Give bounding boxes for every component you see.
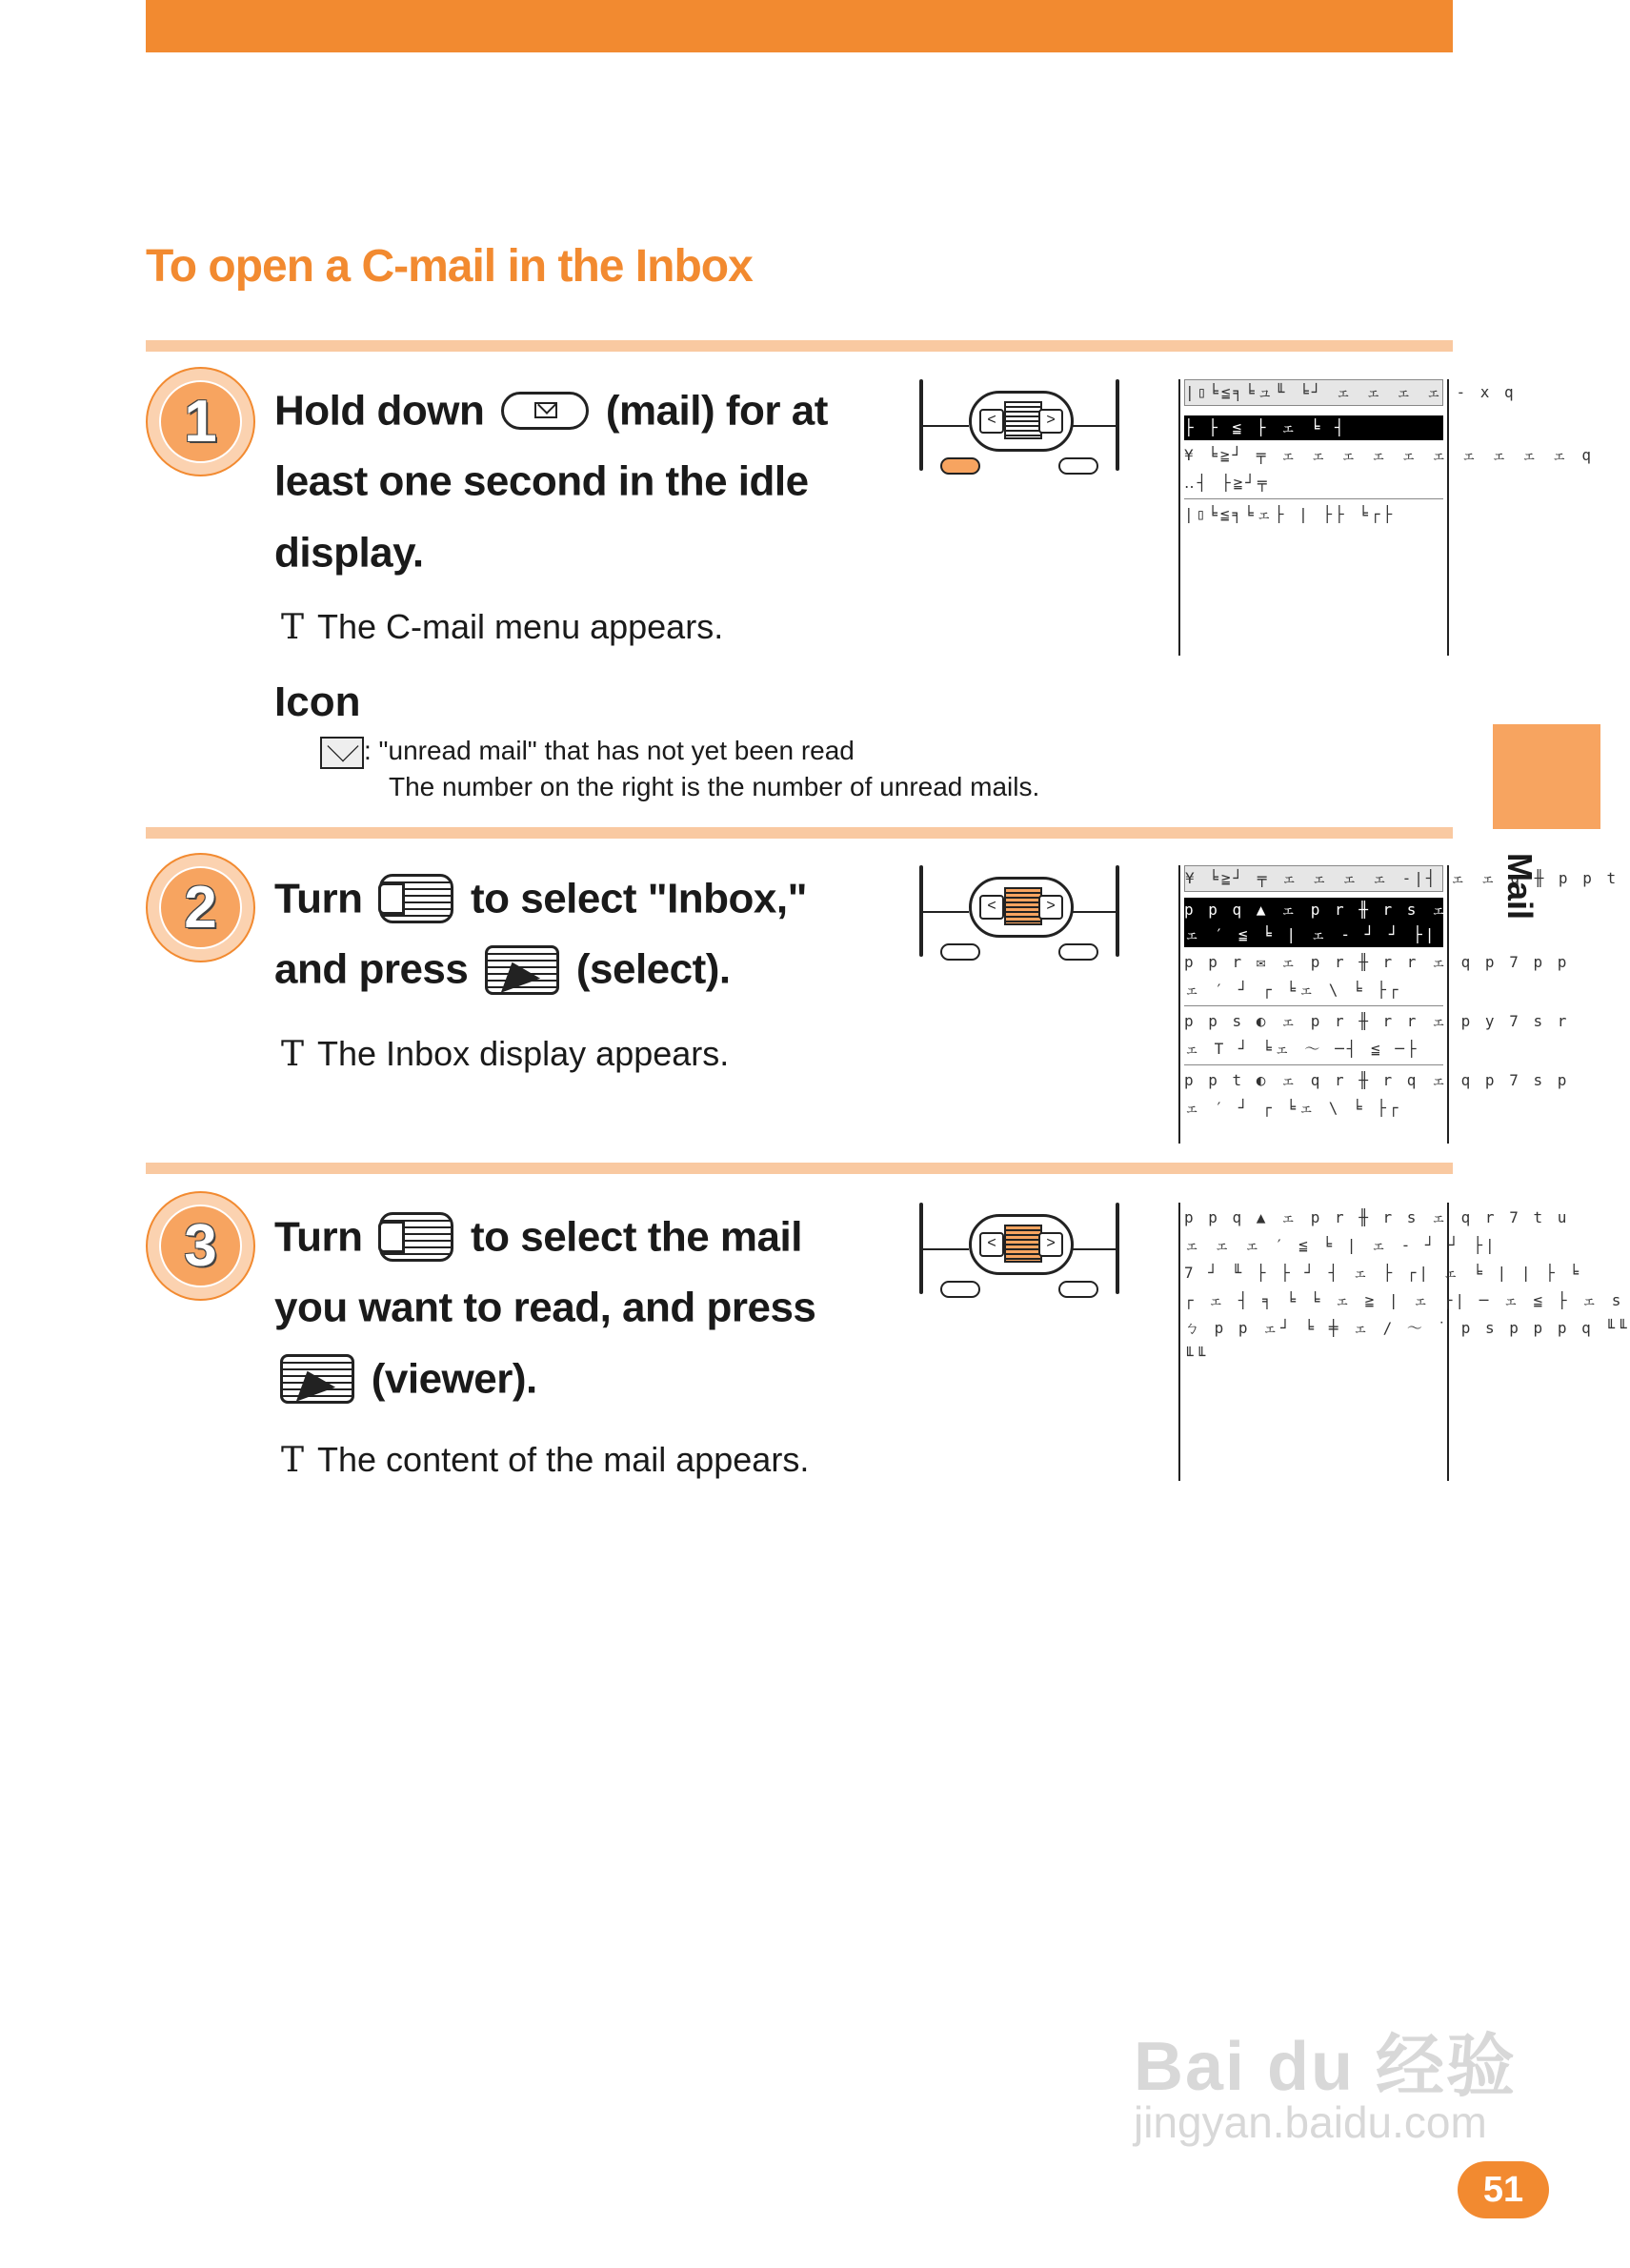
step-3-instruction xyxy=(274,1201,884,1413)
keypad-diagram-3 xyxy=(919,1203,1119,1307)
e-key xyxy=(1058,1281,1098,1298)
mail-item-line1: p p s ◐ ェ p r ╫ r r ェ p y 7 s r xyxy=(1184,1012,1570,1030)
top-color-bar xyxy=(146,0,1453,52)
keypad-diagram-2 xyxy=(919,865,1119,970)
select-key-icon xyxy=(485,945,559,995)
screen-row: 7 ┘ ╙ ├ ├ ┘ ┤ ェ ├ ┌| ェ ╘ | | ├ ╘ xyxy=(1184,1264,1581,1282)
icon-description xyxy=(320,734,855,769)
step-number-badge xyxy=(146,367,255,476)
keypad-diagram-1 xyxy=(919,379,1119,484)
baidu-watermark-url: jingyan.baidu.com xyxy=(1134,2097,1487,2147)
mail-item-line1: p p q ▲ ェ p r ╫ r s ェ q r 7 t u xyxy=(1184,898,1443,922)
screen-header: |▯╘≦╕╘ュ╙ ╘┘ ェ ェ ェ ェ - x q xyxy=(1184,379,1443,406)
screen-row: |▯╘≦╕╘ェ├ | ├├ ╘┌├ xyxy=(1184,505,1396,523)
mail-key-highlight xyxy=(940,457,980,475)
right-arrow-icon: > xyxy=(1038,1232,1063,1257)
chapter-side-tab xyxy=(1493,724,1600,829)
page-number: 51 xyxy=(1458,2161,1549,2218)
result-text: The C-mail menu appears. xyxy=(317,607,724,646)
wheel-icon xyxy=(1004,401,1042,439)
bullet-marker: T xyxy=(281,1441,305,1480)
screen-selected-row: ├ ├ ≦ ├ ェ ╘ ┤ xyxy=(1184,415,1443,440)
step-3-result xyxy=(281,1439,809,1482)
nav-key xyxy=(969,1214,1074,1275)
left-arrow-icon: < xyxy=(979,1232,1004,1257)
instruction-text: to select the mail you want to read, and press xyxy=(274,1213,816,1331)
instruction-text: (select). xyxy=(575,945,731,993)
chapter-label: Mail xyxy=(1500,853,1539,921)
nav-key xyxy=(969,877,1074,938)
step-divider xyxy=(146,340,1453,352)
step-number: 2 xyxy=(159,866,242,949)
instruction-text: to select "Inbox," and press xyxy=(274,875,807,993)
right-arrow-icon: > xyxy=(1038,409,1063,434)
screen-selected-item xyxy=(1184,898,1570,947)
phone-screen-3 xyxy=(1178,1203,1630,1481)
mail-item-line2: ェ ′ ≦ ╘ | ェ - ┘ ┘ ├| xyxy=(1184,922,1443,947)
bullet-marker: T xyxy=(281,1035,305,1074)
result-text: The content of the mail appears. xyxy=(317,1440,810,1479)
left-arrow-icon: < xyxy=(979,409,1004,434)
mail-key xyxy=(940,943,980,961)
wheel-highlight-icon xyxy=(1004,1225,1042,1263)
instruction-text: (mail) for at least one second in the idle display. xyxy=(274,387,828,577)
icon-heading: Icon xyxy=(274,678,361,725)
e-key xyxy=(1058,457,1098,475)
icon-desc-line2: The number on the right is the number of unread mails. xyxy=(389,772,1040,801)
step-1-result xyxy=(281,606,723,649)
icon-desc-line1: : "unread mail" that has not yet been read xyxy=(364,736,855,765)
screen-row: ¥ ╘≧┘ ╤ ェ ェ ェ ェ ェ ェ ェ ェ ェ ェ q xyxy=(1184,446,1595,464)
bullet-marker: T xyxy=(281,608,305,647)
step-divider xyxy=(146,827,1453,839)
result-text: The Inbox display appears. xyxy=(317,1034,730,1073)
instruction-text: (viewer). xyxy=(371,1355,537,1403)
instruction-text: Hold down xyxy=(274,387,485,435)
mail-item-line2: ェ ′ ┘ ┌ ╘ェ \ ╘ ├┌ xyxy=(1184,1099,1401,1117)
instruction-text: Turn xyxy=(274,875,363,922)
section-title: To open a C-mail in the Inbox xyxy=(146,241,753,292)
right-arrow-icon: > xyxy=(1038,895,1063,920)
screen-row: ┌ ェ ┤ ╕ ╘ ╘ ェ ≧ | ェ ┌| ─ ェ ≦ ├ ェ s xyxy=(1184,1291,1624,1309)
phone-screen-1 xyxy=(1178,379,1595,656)
mail-item-line1: p p t ◐ ェ q r ╫ r q ェ q p 7 s p xyxy=(1184,1071,1570,1089)
baidu-watermark: Bai du 经验 xyxy=(1134,2029,1518,2105)
step-1-instruction xyxy=(274,375,884,587)
nav-key xyxy=(969,391,1074,452)
mail-item-line1: p p r ✉ ェ p r ╫ r r ェ q p 7 p p xyxy=(1184,953,1570,971)
e-key xyxy=(1058,943,1098,961)
instruction-text: Turn xyxy=(274,1213,363,1261)
screen-header: ¥ ╘≧┘ ╤ ェ ェ ェ ェ -|┤ ェ ェ q ╫ p p t xyxy=(1184,865,1443,892)
screen-row: ェ ェ ェ ′ ≦ ╘ | ェ - ┘ ┘ ├| xyxy=(1184,1236,1498,1254)
step-number-badge xyxy=(146,1191,255,1301)
mail-key xyxy=(940,1281,980,1298)
mail-key-icon xyxy=(501,392,589,430)
wheel-icon xyxy=(379,1212,453,1262)
wheel-icon xyxy=(379,874,453,923)
step-2-result xyxy=(281,1033,729,1076)
mail-item-line2: ェ ′ ┘ ┌ ╘ェ \ ╘ ├┌ xyxy=(1184,981,1401,999)
left-arrow-icon: < xyxy=(979,895,1004,920)
screen-row: p p q ▲ ェ p r ╫ r s ェ q r 7 t u xyxy=(1184,1208,1570,1226)
viewer-key-icon xyxy=(280,1354,354,1404)
unread-mail-icon xyxy=(320,737,364,769)
screen-row: ‥┤ ├≧┘╤ xyxy=(1184,474,1270,492)
step-number-badge xyxy=(146,853,255,962)
screen-row: ╙╙ xyxy=(1184,1347,1209,1365)
step-number: 3 xyxy=(159,1205,242,1287)
step-number: 1 xyxy=(159,380,242,463)
wheel-highlight-icon xyxy=(1004,887,1042,925)
mail-item-line2: ェ T ┘ ╘ェ ～ ─┤ ≦ ─├ xyxy=(1184,1040,1419,1058)
screen-row: ㄅ p p ェ┘ ╘ ╪ ェ / ～ ˙ p s p p p q ╙╙ xyxy=(1184,1319,1630,1337)
step-2-instruction xyxy=(274,862,884,1004)
step-divider xyxy=(146,1163,1453,1174)
